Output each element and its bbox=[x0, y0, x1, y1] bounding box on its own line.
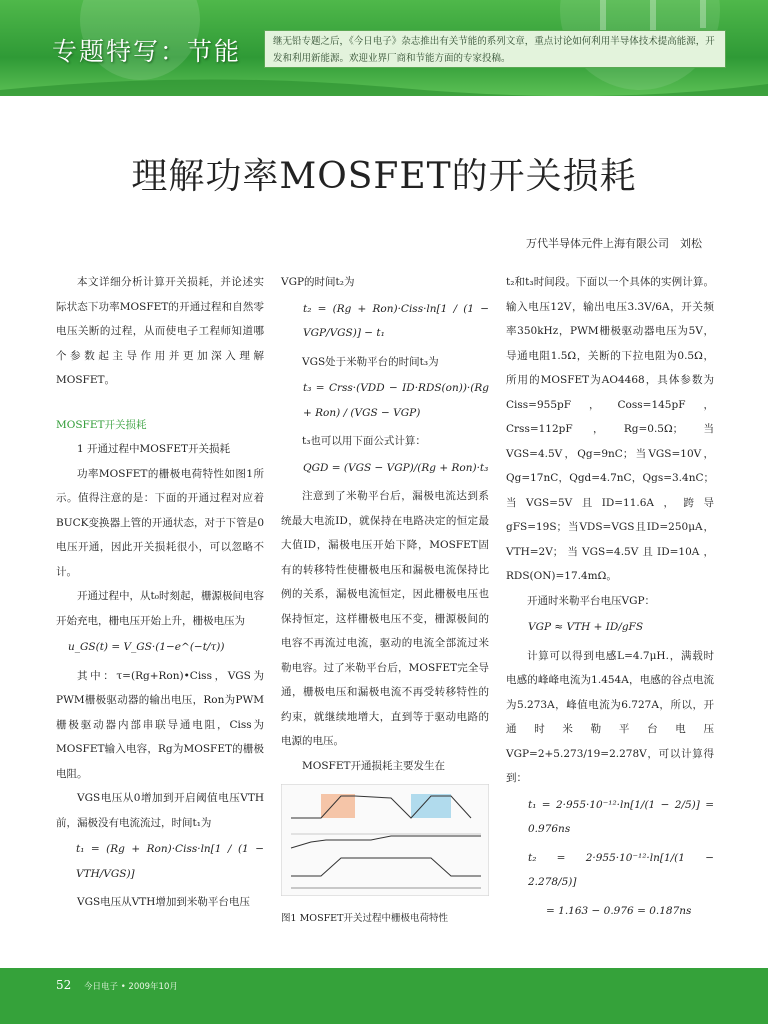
paragraph: t₃也可以用下面公式计算： bbox=[302, 435, 426, 447]
paragraph: 功率MOSFET的栅极电荷特性如图1所示。值得注意的是：下面的开通过程对应着BUCK变换器上管的开通状态，对于下管是0电压开通，因此开关损耗很小，可以忽略不计。 bbox=[56, 467, 264, 578]
paragraph: VGP的时间t₂为 bbox=[281, 276, 355, 288]
formula: VGP ≈ VTH + ID/gFS bbox=[528, 621, 644, 633]
column-1 bbox=[56, 270, 264, 915]
magazine-issue: 今日电子 • 2009年10月 bbox=[84, 982, 178, 992]
article-title: 理解功率MOSFET的开关损耗 bbox=[131, 156, 637, 197]
section-heading: MOSFET开关损耗 bbox=[56, 418, 147, 431]
gate-charge-figure bbox=[281, 784, 489, 896]
formula: t₂ = (Rg + Ron)·Ciss·ln[1 / (1 − VGP/VGS)] − t₁ bbox=[303, 302, 489, 339]
paragraph: 开通过程中，从t₀时刻起，栅源极间电容开始充电，栅电压开始上升，栅极电压为 bbox=[56, 590, 264, 627]
formula: u_GS(t) = V_GS·(1−e^(−t/τ)) bbox=[68, 641, 225, 653]
formula: t₃ = Crss·(VDD − ID·RDS(on))·(Rg + Ron) / (VGS − VGP) bbox=[303, 382, 489, 419]
section-label: 专题特写：节能 bbox=[52, 37, 242, 66]
formula: t₁ = 2·955·10⁻¹²·ln[1/(1 − 2/5)] = 0.976ns bbox=[528, 798, 714, 835]
formula: QGD = (VGS − VGP)/(Rg + Ron)·t₃ bbox=[303, 461, 489, 474]
paragraph: 开通时米勒平台电压VGP： bbox=[527, 594, 656, 607]
paragraph: MOSFET开通损耗主要发生在 bbox=[302, 759, 446, 772]
byline: 万代半导体元件上海有限公司 刘松 bbox=[526, 237, 702, 250]
paragraph: 注意到了米勒平台后，漏极电流达到系统最大电流ID，就保持在电路决定的恒定最大值ID，漏极电压开始下降，MOSFET固有的转移特性使栅极电压和漏极电流保持比例的关系，漏极电流恒定，因此栅极电压也保持恒定，这样栅极电压不变，栅源极间的电容不再流过电流，驱动的电流全部流过米勒电容。过了米勒平台后，MOSFET完全导通，栅极电压和漏极电流不再受转移特性的约束，就继续地增大，直到等于驱动电路的电源的电压。 bbox=[281, 490, 489, 747]
intro-note: 继无铅专题之后，《今日电子》杂志推出有关节能的系列文章，重点讨论如何利用半导体技术提高能源，开发和利用新能源。欢迎业界厂商和节能方面的专家投稿。 bbox=[264, 30, 726, 68]
subsection-heading: 1 开通过程中MOSFET开关损耗 bbox=[77, 443, 231, 455]
figure-1 bbox=[281, 784, 489, 928]
footer-bar bbox=[0, 968, 768, 1024]
column-2 bbox=[281, 270, 489, 928]
paragraph: VGS处于米勒平台的时间t₃为 bbox=[302, 355, 439, 368]
header-banner bbox=[0, 0, 768, 96]
formula: t₁ = (Rg + Ron)·Ciss·ln[1 / (1 − VTH/VGS)] bbox=[76, 843, 264, 880]
intro-paragraph: 本文详细分析计算开关损耗，并论述实际状态下功率MOSFET的开通过程和自然零电压关断的过程，从而使电子工程师知道哪个参数起主导作用并更加深入理解MOSFET。 bbox=[56, 276, 264, 386]
paragraph: 其中：τ=(Rg+Ron)•Ciss，VGS为PWM栅极驱动器的输出电压，Ron为PWM栅极驱动器内部串联导通电阻，Ciss为MOSFET输入电容，Rg为MOSFET的栅极电阻。 bbox=[56, 669, 264, 780]
paragraph: VGS电压从0增加到开启阈值电压VTH前，漏极没有电流流过，时间t₁为 bbox=[56, 792, 264, 829]
paragraph: VGS电压从VTH增加到米勒平台电压 bbox=[77, 896, 250, 908]
figure-caption: 图1 MOSFET开关过程中栅极电荷特性 bbox=[281, 912, 448, 924]
page-number: 52 bbox=[56, 978, 72, 992]
paragraph: t₂和t₃时间段。下面以一个具体的实例计算。输入电压12V，输出电压3.3V/6A，开关频率350kHz，PWM栅极驱动器电压为5V，导通电阻1.5Ω，关断的下拉电阻为0.5Ω，所用的MOSFET为AO4468，具体参数为Ciss=955pF，Coss=145pF，Crss=112pF，Rg=0.5Ω；当VGS=4.5V，Qg=9nC；当VGS=10V，Qg=17nC，Qgd=4.7nC，Qgs=3.4nC；当VGS=5V且ID=11.6A，跨导gFS=19S；当VDS=VGS且ID=250μA，VTH=2V；当VGS=4.5V且ID=10A，RDS(ON)=17.4mΩ。 bbox=[506, 276, 714, 582]
paragraph: 计算可以得到电感L=4.7μH.，满载时电感的峰峰电流为1.454A，电感的谷点电流为5.273A，峰值电流为6.727A，所以，开通时米勒平台电压VGP=2+5.273/19=2.278V，可以计算得到： bbox=[506, 649, 714, 784]
formula: = 1.163 − 0.976 = 0.187ns bbox=[546, 904, 692, 917]
column-3 bbox=[506, 270, 714, 927]
formula: t₂ = 2·955·10⁻¹²·ln[1/(1 − 2.278/5)] bbox=[528, 851, 714, 888]
